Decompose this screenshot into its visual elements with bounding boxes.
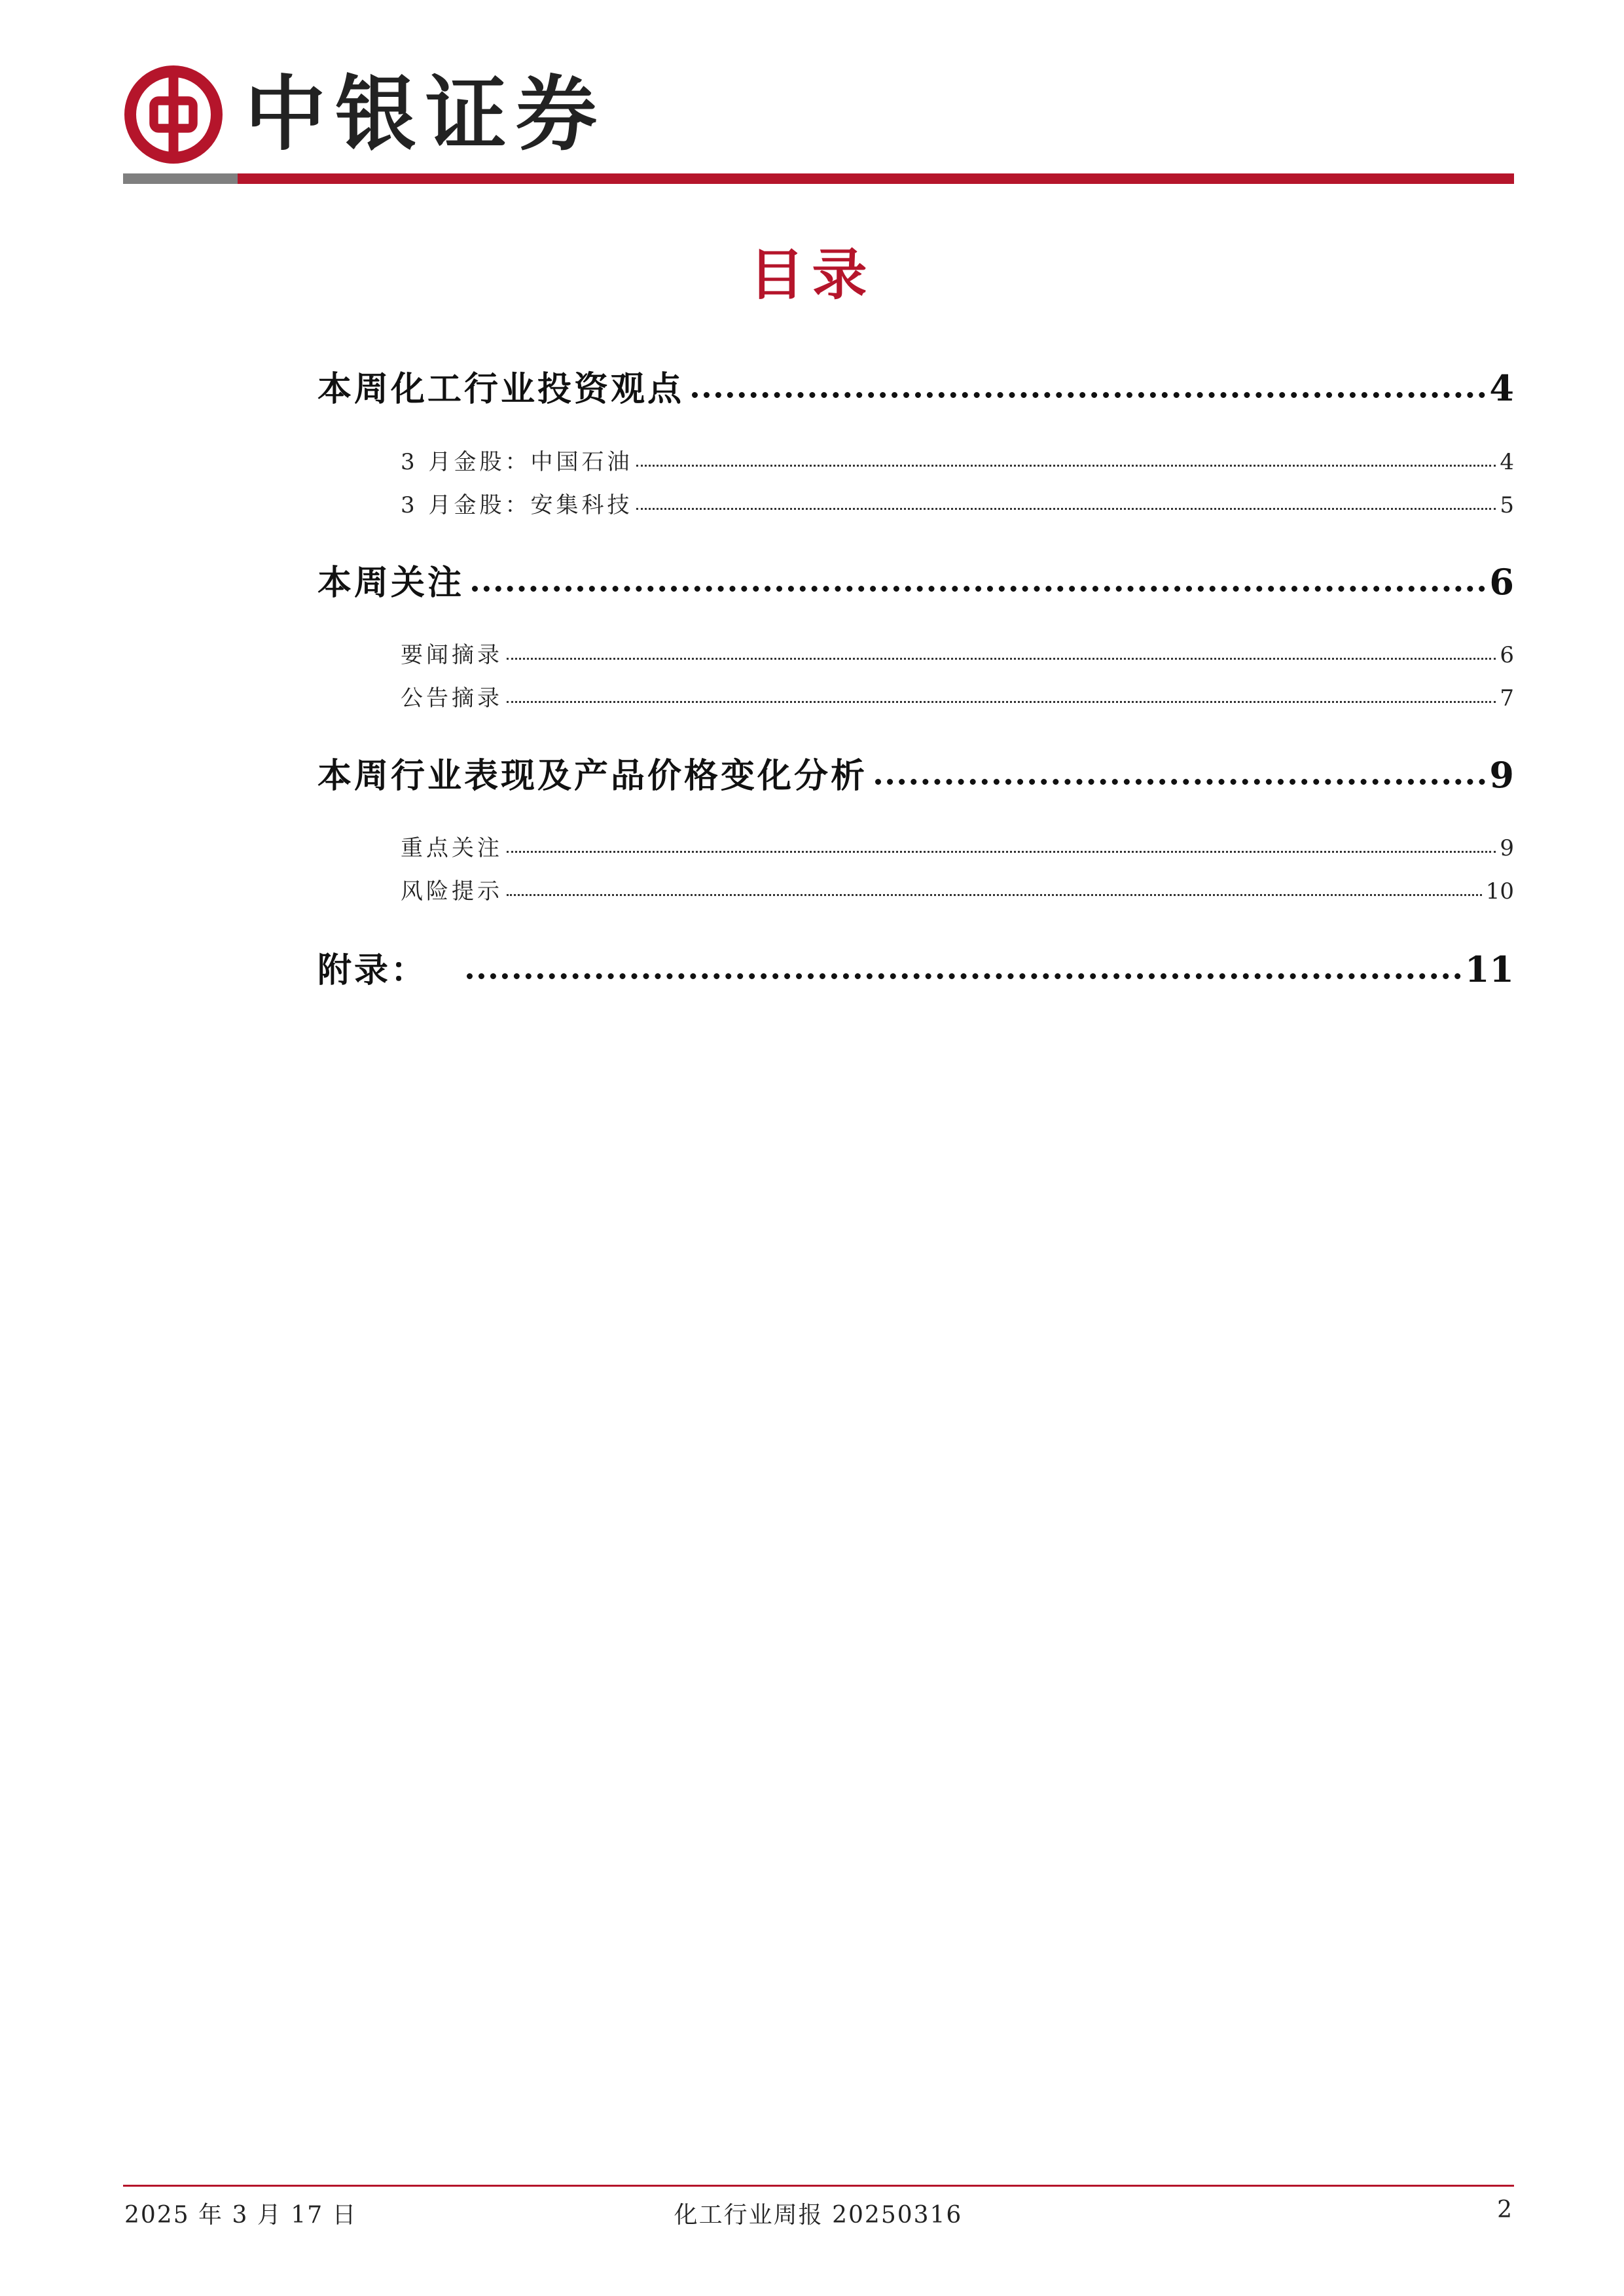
toc-entry-industry-performance[interactable]: [317, 748, 1514, 797]
toc-page-number: 10: [1485, 878, 1514, 905]
toc-entry-label: 本周行业表现及产品价格变化分析: [317, 756, 868, 796]
toc-dot-leader: [636, 465, 1496, 467]
footer-page-number: 2: [1497, 2197, 1512, 2223]
footer-date: 2025 年 3 月 17 日: [124, 2202, 357, 2229]
toc-entry-label: 重点关注: [401, 835, 503, 861]
toc-entry-label: 附录：: [317, 950, 428, 990]
toc-entry-risk-warning[interactable]: [401, 873, 1514, 905]
toc-dot-leader: [875, 779, 1485, 785]
page-footer: [124, 2197, 1512, 2229]
toc-entry-weekly-focus[interactable]: [317, 555, 1514, 604]
toc-entry-label: 本周关注: [317, 563, 465, 603]
toc-entry-label: 3 月金股：中国石油: [401, 449, 633, 475]
toc-dot-leader: [636, 508, 1496, 510]
toc-entry-label: 要闻摘录: [401, 642, 503, 668]
toc-entry-appendix[interactable]: [317, 942, 1514, 992]
toc-dot-leader: [507, 701, 1496, 703]
toc-page-number: 6: [1500, 642, 1514, 668]
brand-name: 中银证券: [245, 67, 607, 162]
header-rule-gray: [123, 173, 238, 184]
toc-page-number: 9: [1489, 754, 1514, 796]
toc-entry-label: 本周化工行业投资观点: [317, 369, 685, 409]
toc-page-number: 4: [1500, 449, 1514, 475]
toc-dot-leader: [507, 658, 1496, 660]
toc-entry-golden-stock-anji[interactable]: [401, 487, 1514, 519]
toc-entry-announcement-digest[interactable]: [401, 680, 1514, 712]
toc-dot-leader: [507, 894, 1482, 896]
header-rule-red: [238, 173, 1514, 184]
toc-title: 目录: [749, 242, 875, 307]
page-header: [124, 62, 606, 167]
toc-page-number: 11: [1464, 948, 1514, 990]
toc-dot-leader: [472, 586, 1485, 592]
toc-dot-leader: [692, 392, 1485, 398]
toc-entry-investment-view[interactable]: [317, 361, 1514, 410]
toc-entry-label: 公告摘录: [401, 685, 503, 711]
toc-entry-label: 3 月金股：安集科技: [401, 492, 633, 518]
footer-rule: [123, 2185, 1514, 2187]
toc-dot-leader: [467, 973, 1461, 979]
bank-of-china-logo-icon: [124, 65, 223, 164]
toc-entry-news-digest[interactable]: [401, 637, 1514, 669]
toc-entry-golden-stock-petrochina[interactable]: [401, 444, 1514, 476]
toc-page-number: 5: [1500, 492, 1514, 518]
toc-page-number: 4: [1489, 367, 1514, 409]
toc-page-number: 7: [1500, 685, 1514, 711]
toc-entry-key-focus[interactable]: [401, 830, 1514, 862]
toc-entry-label: 风险提示: [401, 878, 503, 905]
toc-page-number: 6: [1489, 561, 1514, 603]
toc-dot-leader: [507, 851, 1496, 853]
toc-page-number: 9: [1500, 835, 1514, 861]
footer-report-title: 化工行业周报 20250316: [674, 2202, 963, 2229]
